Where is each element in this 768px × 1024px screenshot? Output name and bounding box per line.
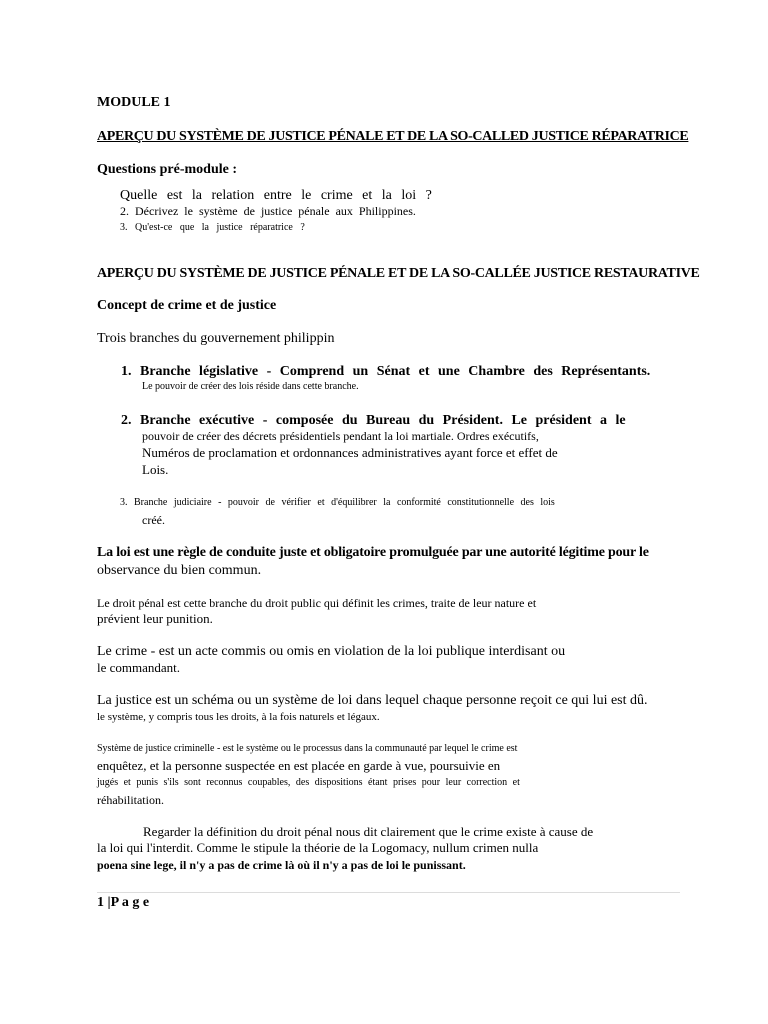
penal-law-line2: prévient leur punition. [97, 611, 213, 626]
branches-intro: Trois branches du gouvernement philippin [97, 331, 335, 346]
questions-title: Questions pré-module : [97, 162, 237, 177]
question-3: 3. Qu'est-ce que la justice réparatrice ? [120, 222, 305, 233]
crime-def-line2: le commandant. [97, 660, 181, 675]
law-definition-line2: observance du bien commun. [97, 563, 262, 578]
question-1 [120, 188, 435, 204]
question-2: 2. Décrivez le système de justice pénale aux Philippines. [120, 204, 416, 218]
cjs-def-line1: Système de justice criminelle - est le système ou le processus dans la communauté par lequel le crime est [97, 743, 518, 754]
justice-def-line1: La justice est un schéma ou un système de loi dans lequel chaque personne reçoit ce qui lui est dû. [97, 693, 648, 708]
penal-law-line1: Le droit pénal est cette branche du droit public qui définit les crimes, traite de leur nature et [97, 596, 537, 610]
module-title: MODULE 1 [97, 95, 171, 110]
cjs-def-line3: jugés et punis s'ils sont reconnus coupables, des dispositions étant prises pour leur correction et [97, 777, 520, 788]
question-1-text: Quelle est la relation entre le crime et la loi ? [120, 188, 432, 203]
footer-divider [97, 892, 680, 893]
branch-1-desc: Le pouvoir de créer des lois réside dans cette branche. [142, 381, 359, 392]
justice-def-line2: le système, y compris tous les droits, à la fois naturels et légaux. [97, 711, 380, 723]
paragraph-line1: Regarder la définition du droit pénal nous dit clairement que le crime existe à cause de [143, 824, 594, 839]
section-heading: APERÇU DU SYSTÈME DE JUSTICE PÉNALE ET DE LA SO-CALLÉE JUSTICE RESTAURATIVE [97, 266, 700, 281]
branch-2-line4: Lois. [142, 462, 169, 477]
law-definition-line1: La loi est une règle de conduite juste et obligatoire promulguée par une autorité légitime pour le [97, 545, 649, 560]
cjs-def-line2: enquêtez, et la personne suspectée en est placée en garde à vue, poursuivie en [97, 758, 501, 773]
concept-title: Concept de crime et de justice [97, 298, 277, 313]
cjs-def-line4: réhabilitation. [97, 793, 164, 807]
branch-2-line2: pouvoir de créer des décrets présidentiels pendant la loi martiale. Ordres exécutifs, [142, 429, 539, 443]
branch-2-title: 2. Branche exécutive - composée du Bureau du Président. Le président a le [121, 413, 626, 428]
paragraph-line2: la loi qui l'interdit. Comme le stipule la théorie de la Logomacy, nullum crimen nulla [97, 840, 539, 855]
page-number: 1 |P a g e [97, 895, 150, 910]
branch-3-line2: créé. [142, 513, 165, 527]
branch-1-title: 1. Branche législative - Comprend un Sénat et une Chambre des Représentants. [121, 364, 651, 379]
branch-3-line1: 3. Branche judiciaire - pouvoir de vérifier et d'équilibrer la conformité constitutionnelle des lois [120, 497, 555, 508]
crime-def-line1: Le crime - est un acte commis ou omis en violation de la loi publique interdisant ou [97, 644, 566, 659]
paragraph-line3: poena sine lege, il n'y a pas de crime là où il n'y a pas de loi le punissant. [97, 858, 466, 872]
branch-2-line3: Numéros de proclamation et ordonnances administratives ayant force et effet de [142, 445, 558, 460]
main-heading: APERÇU DU SYSTÈME DE JUSTICE PÉNALE ET DE LA SO-CALLED JUSTICE RÉPARATRICE [97, 129, 689, 144]
